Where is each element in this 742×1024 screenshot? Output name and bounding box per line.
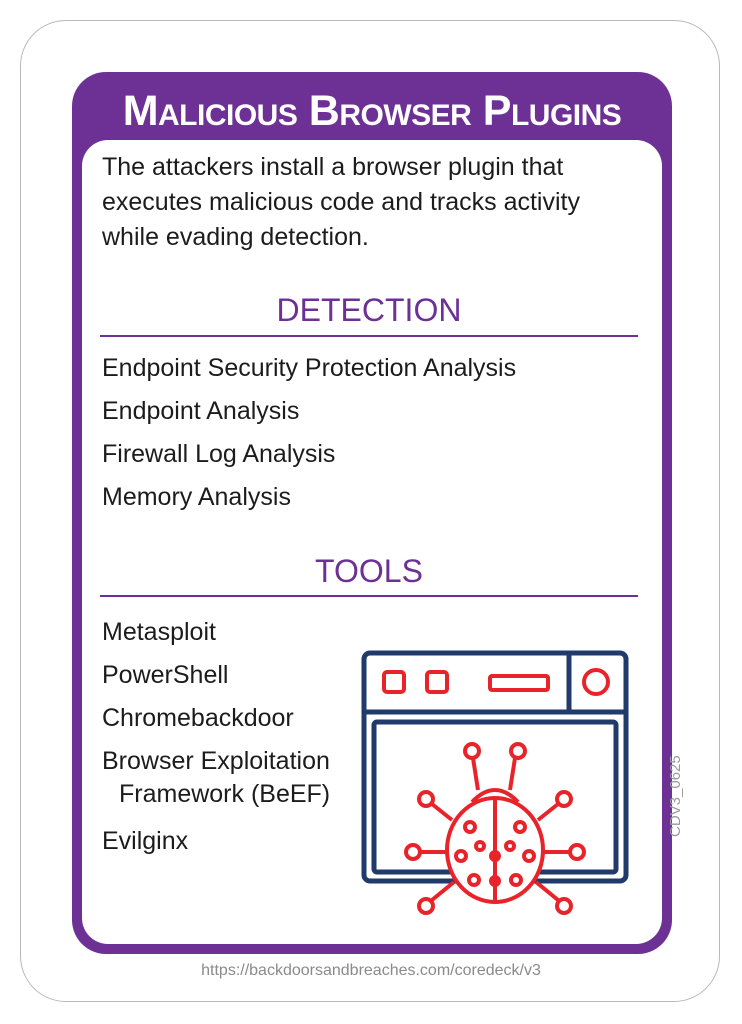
card-description: The attackers install a browser plugin that executes malicious code and tracks activity while evading detection.	[102, 153, 580, 251]
card-title: Malicious Browser Plugins	[122, 86, 622, 135]
detection-heading: DETECTION	[276, 292, 462, 328]
detection-divider	[100, 335, 638, 337]
tool-item	[102, 745, 342, 825]
tool-item: PowerShell	[102, 661, 229, 689]
footer-url: https://backdoorsandbreaches.com/coredeck/v3	[201, 962, 541, 979]
card-code: CDV3_0625	[667, 755, 684, 837]
tool-item: Metasploit	[102, 618, 216, 646]
detection-item: Firewall Log Analysis	[102, 440, 336, 468]
tool-item: Evilginx	[102, 827, 189, 855]
tool-item: Chromebackdoor	[102, 704, 294, 732]
detection-list	[102, 352, 516, 524]
detection-item: Endpoint Security Protection Analysis	[102, 354, 517, 382]
detection-item: Memory Analysis	[102, 483, 291, 511]
detection-item: Endpoint Analysis	[102, 397, 300, 425]
tools-heading: TOOLS	[315, 553, 423, 589]
tool-item-line: Framework (BeEF)	[119, 780, 331, 808]
tool-item-line: Browser Exploitation	[102, 747, 330, 775]
tools-divider	[100, 595, 638, 597]
browser-bug-icon	[360, 650, 630, 925]
tools-list	[102, 616, 342, 868]
